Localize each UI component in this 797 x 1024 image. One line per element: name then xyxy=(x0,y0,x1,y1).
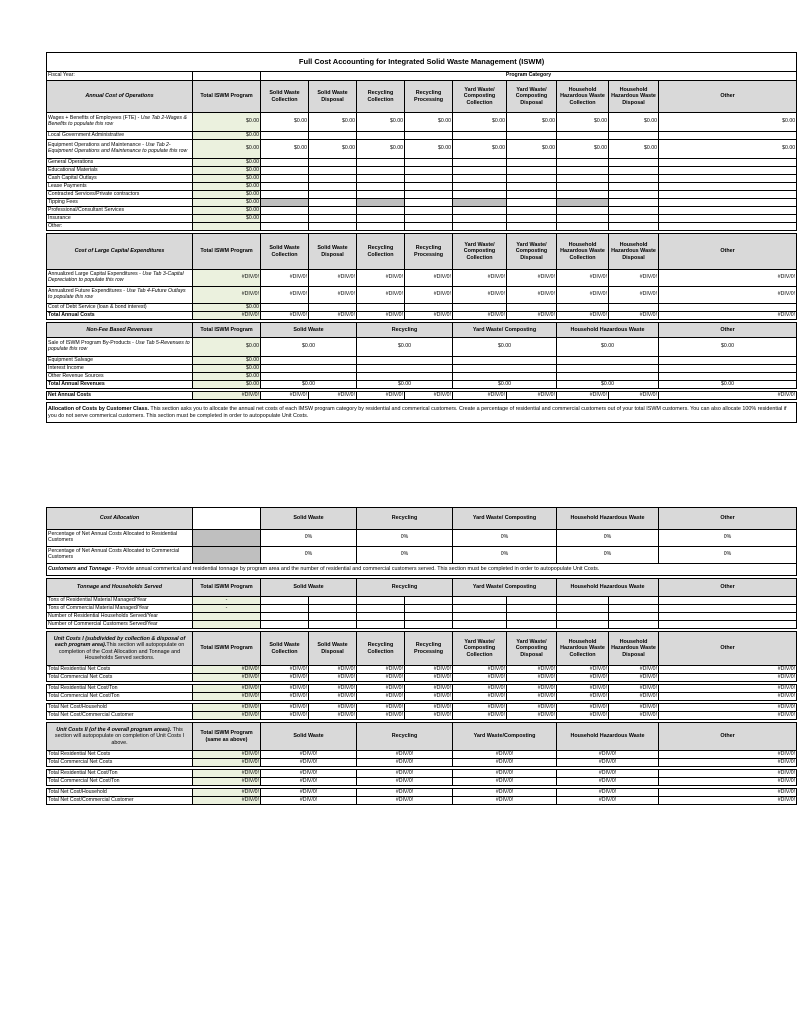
u2-customer-label: Total Net Cost/Commercial Customer xyxy=(47,797,193,805)
u2-res-cost-label: Total Residential Net Costs xyxy=(47,751,193,759)
revenues-header: Non-Fee Based Revenues xyxy=(47,323,193,338)
alloc-commercial-label: Percentage of Net Annual Costs Allocated to Commercial Customers xyxy=(47,547,193,564)
unit-costs-1-header: Unit Costs I (subdivided by collection & disposal of each program area).This section will autopopulate on completion of the Cost Allocation and Tonnage and Households Served sections. xyxy=(47,632,193,666)
u1-com-cost-label: Total Commercial Net Costs xyxy=(47,674,193,682)
local-gov-row: Local Government Administrative $0.00 xyxy=(47,132,797,140)
future-expenditures-label: Annualized Future Expenditures - Use Tab 4-Future Outlays to populate this row xyxy=(47,287,193,304)
customers-note: Customers and Tonnage - Provide annual commerical and residential tonnage by program area and the number of residential and commercial customers served. This section must be completed in order to autopopulate Unit Costs. xyxy=(47,564,797,576)
res-households-label: Number of Residential Households Served/Year xyxy=(47,613,193,621)
net-annual-costs-label: Net Annual Costs xyxy=(47,392,193,400)
u1-household-label: Total Net Cost/Household xyxy=(47,704,193,712)
local-gov-label: Local Government Administrative xyxy=(47,132,193,140)
u1-res-cost-label: Total Residential Net Costs xyxy=(47,666,193,674)
col-other: Other xyxy=(659,81,797,113)
col-total: Total ISWM Program xyxy=(193,81,261,113)
sheet-title: Full Cost Accounting for Integrated Solid Waste Management (ISWM) xyxy=(47,53,797,72)
allocation-note: Allocation of Costs by Customer Class. This section asks you to allocate the annual net costs of each IMSW program category by residential and commerical customers. Create a percentage of residential and commercial customers out of your total ISWM customers. You can also allocate 100% residential if you do not serve commerical customers. This section must be completed in order to autopopulate Unit Costs. xyxy=(47,403,797,423)
lease-label: Lease Payments xyxy=(47,183,193,191)
u1-customer-label: Total Net Cost/Commercial Customer xyxy=(47,712,193,720)
col-rp: Recycling Processing xyxy=(405,81,453,113)
total-annual-costs-label: Total Annual Costs xyxy=(47,312,193,320)
cost-allocation-header: Cost Allocation xyxy=(47,508,193,530)
general-ops-label: General Operations xyxy=(47,159,193,167)
equip-row: Equipment Operations and Maintenance - Use Tab 2-Equipment Operations and Maintenance to populate this row $0.00 $0.00 $0.00 $0.00 $0.00 $0.00 $0.00 $0.00 $0.00 $0.00 xyxy=(47,140,797,159)
u2-household-label: Total Net Cost/Household xyxy=(47,789,193,797)
other-cost-label: Other: xyxy=(47,223,193,231)
col-hhwd: Household Hazardous Waste Disposal xyxy=(609,81,659,113)
u2-res-ton-label: Total Residential Net Cost/Ton xyxy=(47,770,193,778)
unit-costs-2-header: Unit Costs II (of the 4 overall program areas). This section will autopopulate on completion of Unit Costs I above. xyxy=(47,723,193,751)
total-revenues-label: Total Annual Revenues xyxy=(47,381,193,389)
col-ywc: Yard Waste/ Composting Collection xyxy=(453,81,507,113)
fiscal-year-label: Fiscal Year: xyxy=(47,72,193,81)
wages-row: Wages + Benefits of Employees (FTE) - Use Tab 2-Wages & Benefits to populate this row $0.00 $0.00 $0.00 $0.00 $0.00 $0.00 $0.00 $0.00 $0.00 $0.00 xyxy=(47,113,797,132)
u1-com-ton-label: Total Commercial Net Cost/Ton xyxy=(47,693,193,701)
contracted-label: Contracted Services/Private contractors xyxy=(47,191,193,199)
wages-label: Wages + Benefits of Employees (FTE) - Use Tab 2-Wages & Benefits to populate this row xyxy=(47,113,193,132)
interest-label: Interest Income xyxy=(47,365,193,373)
col-ywd: Yard Waste/ Composting Disposal xyxy=(507,81,557,113)
cash-capital-label: Cash Capital Outlays xyxy=(47,175,193,183)
fiscal-year-input[interactable] xyxy=(193,72,261,81)
com-tons-label: Tons of Commercial Material Managed/Year xyxy=(47,605,193,613)
u2-com-cost-label: Total Commercial Net Costs xyxy=(47,759,193,767)
u2-com-ton-label: Total Commercial Net Cost/Ton xyxy=(47,778,193,786)
res-tons-label: Tons of Residential Material Managed/Year xyxy=(47,597,193,605)
com-customers-label: Number of Commercial Customers Served/Year xyxy=(47,621,193,629)
spreadsheet xyxy=(46,52,796,805)
tonnage-header: Tonnage and Households Served xyxy=(47,579,193,597)
iswm-table: Full Cost Accounting for Integrated Solid Waste Management (ISWM) Fiscal Year: Program Category Annual Cost of Operations Total ISWM Program Solid Waste Collection Solid Waste Disposal Recycling Collection Recycling Processing Yard Waste/ Composting Collection Yard Waste/ Composting Disposal Household Hazardous Waste Collection Household Hazardous Waste Disposal Other Wages + Benefits of Employees (FTE) - Use Tab 2-Wages & Benefits to populate this row $0.00 $0.00 $0.00 $0.00 $0.00 $0.00 $0.00 $0.00 $0.00 $0.00 Local Government Administrative $0.00 Equipment Operations and Maintenance - Use Tab 2-Equipment Operations and Maintenance to populate this row $0.00 $0.00 $0.00 $0.00 $0.00 $0.00 $0.00 $0.00 $0.00 $0.00 General Operations $0.00 Educational Materials $0.00 Cash Capital Outlays $0.00 Lease Payments $0.00 Contracted Services/Private contractors $0.00 Tipping Fees $0.00 Professional/Consultant Services $0.00 Insurance $0.00 Other: Cost of Large Capital Expenditures Total ISWM Program Solid Waste Collection Solid Waste Disposal Recycling Collection Recycling Processing Yard Waste/ Composting Collection Yard Waste/ Composting Disposal Household Hazardous Waste Collection Household Hazardous Waste Disposal Other Annualized Large Capital Expenditures - Use Tab 3-Capital Depreciation to populate this row #DIV/0! #DIV/0! #DIV/0! #DIV/0! #DIV/0! #DIV/0! #DIV/0! #DIV/0! #DIV/0! #DIV/0! Annualized Future Expenditures - Use Tab 4-Future Outlays to populate this row #DIV/0! #DIV/0! #DIV/0! #DIV/0! #DIV/0! #DIV/0! #DIV/0! #DIV/0! #DIV/0! #DIV/0! Cost of Debt Service (loan & bond interest) $0.00 Total Annual Costs #DIV/0! #DIV/0! #DIV/0! #DIV/0! #DIV/0! #DIV/0! #DIV/0! #DIV/0! #DIV/0! #DIV/0! Non-Fee Based Revenues Total ISWM Program Solid Waste Recycling Yard Waste/ Composting Household Hazardous Waste Other Sale of ISWM Program By-Products - Use Tab 5-Revenues to populate this row $0.00 $0.00 $0.00 $0.00 $0.00 $0.00 Equipment Salvage $0.00 Interest Income $0.00 Other Revenue Sources $0.00 Total Annual Revenues $0.00 $0.00 $0.00 $0.00 $0.00 $0.00 Net Annual Costs #DIV/0! #DIV/0! #DIV/0! #DIV/0! #DIV/0! #DIV/0! #DIV/0! #DIV/0! #DIV/0! #DIV/0! Allocation of Costs by Customer Class. This section asks you to allocate the annual net costs of each IMSW program category by residential and commerical customers. Create a percentage of residential and commercial customers out of your total ISWM customers. You can also allocate 100% residential if you do not serve commerical customers. This section must be completed in order to autopopulate Unit Costs. Cost Allocation Solid Waste Recycling Yard Waste/ Composting Household Hazardous Waste Other Percentage of Net Annual Costs Allocated to Residential Customers 0% 0% 0% 0% 0% Percentage of Net Annual Costs Allocated to Commercial Customers 0% 0% 0% 0% 0% Customers and Tonnage - Provide annual commerical and residential tonnage by program area and the number of residential and commercial customers served. This section must be completed in order to autopopulate Unit Costs. Tonnage and Households Served Total ISWM Program Solid Waste Recycling Yard Waste/ Composting Household Hazardous Waste Other Tons of Residential Material Managed/Year - Tons of Commercial Material Managed/Year - Number of Residential Households Served/Year Number of Commercial Customers Served/Year Unit Costs I (subdivided by collection & disposal of each program area).This section will autopopulate on completion of the Cost Allocation and Tonnage and Households Served sections. Total ISWM Program Solid Waste Collection Solid Waste Disposal Recycling Collection Recycling Processing Yard Waste/ Composting Collection Yard Waste/ Composting Disposal Household Hazardous Waste Collection Household Hazardous Waste Disposal Other Total Residential Net Costs #DIV/0! #DIV/0! #DIV/0! #DIV/0! #DIV/0! #DIV/0! #DIV/0! #DIV/0! #DIV/0! #DIV/0! Total Commercial Net Costs #DIV/0! #DIV/0! #DIV/0! #DIV/0! #DIV/0! #DIV/0! #DIV/0! #DIV/0! #DIV/0! #DIV/0! Total Residential Net Cost/Ton #DIV/0! #DIV/0! #DIV/0! #DIV/0! #DIV/0! #DIV/0! #DIV/0! #DIV/0! #DIV/0! #DIV/0! Total Commercial Net Cost/Ton #DIV/0! #DIV/0! #DIV/0! #DIV/0! #DIV/0! #DIV/0! #DIV/0! #DIV/0! #DIV/0! #DIV/0! Total Net Cost/Household #DIV/0! #DIV/0! #DIV/0! #DIV/0! #DIV/0! #DIV/0! #DIV/0! #DIV/0! #DIV/0! #DIV/0! Total Net Cost/Commercial Customer #DIV/0! #DIV/0! #DIV/0! #DIV/0! #DIV/0! #DIV/0! #DIV/0! #DIV/0! #DIV/0! #DIV/0! Unit Costs II (of the 4 overall program areas). This section will autopopulate on completion of Unit Costs I above. Total ISWM Program (same as above) Solid Waste Recycling Yard Waste/Composting Household Hazardous Waste Other Total Residential Net Costs #DIV/0! #DIV/0! #DIV/0! #DIV/0! #DIV/0! #DIV/0! Total Commercial Net Costs #DIV/0! #DIV/0! #DIV/0! #DIV/0! #DIV/0! #DIV/0! Total Residential Net Cost/Ton #DIV/0! #DIV/0! #DIV/0! #DIV/0! #DIV/0! #DIV/0! Total Commercial Net Cost/Ton #DIV/0! #DIV/0! #DIV/0! #DIV/0! #DIV/0! #DIV/0! Total Net Cost/Household #DIV/0! #DIV/0! #DIV/0! #DIV/0! #DIV/0! #DIV/0! Total Net Cost/Commercial Customer #DIV/0! #DIV/0! #DIV/0! #DIV/0! #DIV/0! #DIV/0! xyxy=(46,52,797,805)
educational-label: Educational Materials xyxy=(47,167,193,175)
col-swd: Solid Waste Disposal xyxy=(309,81,357,113)
debt-service-label: Cost of Debt Service (loan & bond interest) xyxy=(47,304,193,312)
professional-label: Professional/Consultant Services xyxy=(47,207,193,215)
salvage-label: Equipment Salvage xyxy=(47,357,193,365)
sale-byproducts-label: Sale of ISWM Program By-Products - Use Tab 5-Revenues to populate this row xyxy=(47,338,193,357)
col-rc: Recycling Collection xyxy=(357,81,405,113)
col-swc: Solid Waste Collection xyxy=(261,81,309,113)
u1-res-ton-label: Total Residential Net Cost/Ton xyxy=(47,685,193,693)
program-category-label: Program Category xyxy=(261,72,797,81)
tipping-label: Tipping Fees xyxy=(47,199,193,207)
operations-header: Annual Cost of Operations xyxy=(47,81,193,113)
other-revenue-label: Other Revenue Sources xyxy=(47,373,193,381)
equip-label: Equipment Operations and Maintenance - Use Tab 2-Equipment Operations and Maintenance to populate this row xyxy=(47,140,193,159)
capital-header: Cost of Large Capital Expenditures xyxy=(47,234,193,270)
alloc-residential-label: Percentage of Net Annual Costs Allocated to Residential Customers xyxy=(47,530,193,547)
annualized-capital-label: Annualized Large Capital Expenditures - Use Tab 3-Capital Depreciation to populate this row xyxy=(47,270,193,287)
insurance-label: Insurance xyxy=(47,215,193,223)
col-hhwc: Household Hazardous Waste Collection xyxy=(557,81,609,113)
